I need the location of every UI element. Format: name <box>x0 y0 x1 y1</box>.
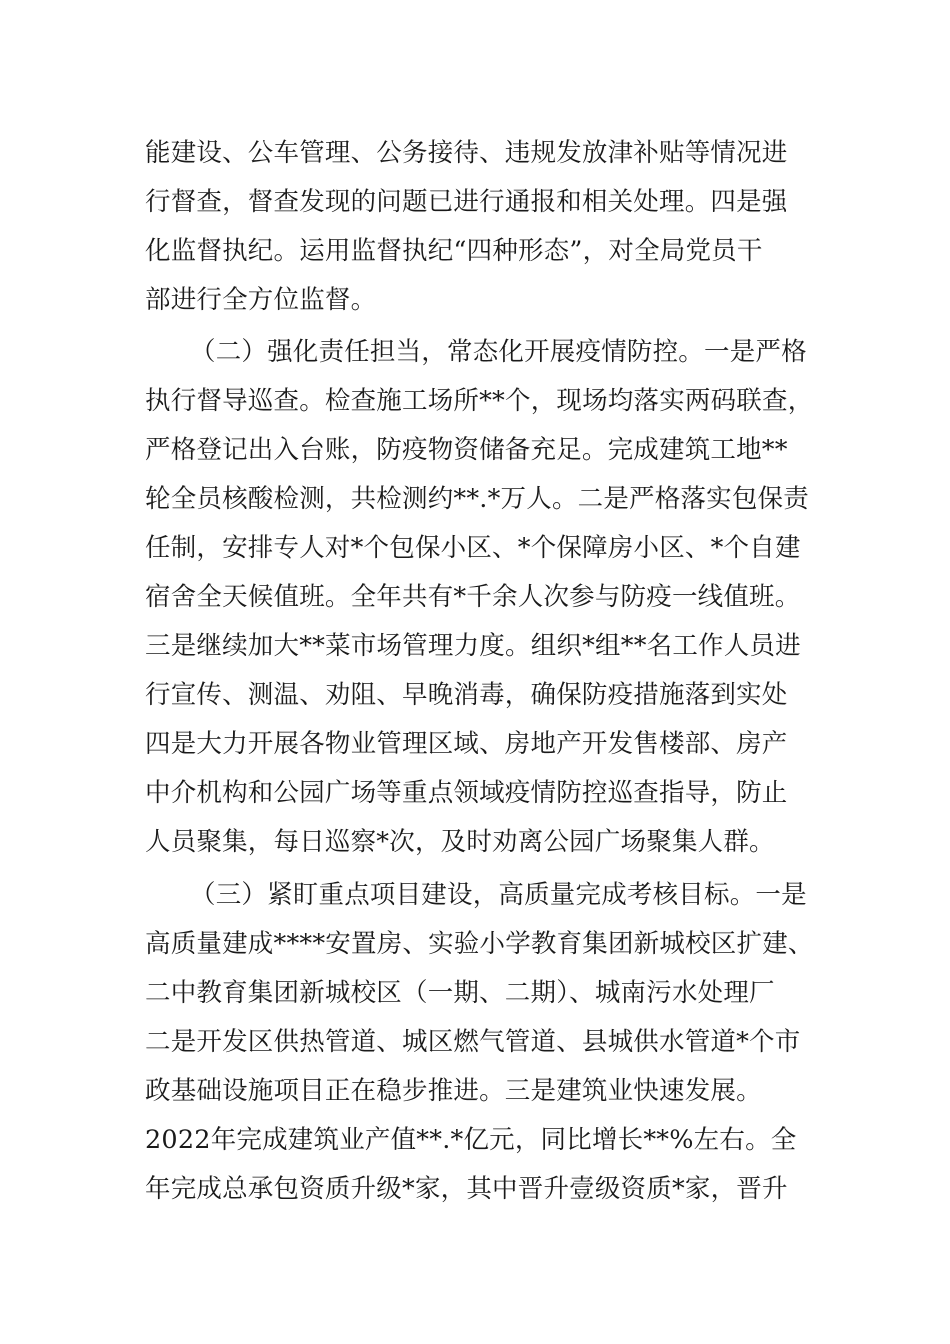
paragraph-line: 政基础设施项目正在稳步推进。三是建筑业快速发展。 <box>145 1076 762 1106</box>
paragraph-line: 中介机构和公园广场等重点领域疫情防控巡查指导，防止 <box>145 778 788 808</box>
section-heading-line: （三）紧盯重点项目建设，高质量完成考核目标。一是 <box>190 880 807 910</box>
paragraph-line: 行督查，督查发现的问题已进行通报和相关处理。四是强 <box>145 187 788 217</box>
paragraph-line: 行宣传、测温、劝阻、早晚消毒，确保防疫措施落到实处 <box>145 680 788 710</box>
paragraph-line: 2022年完成建筑业产值**.*亿元，同比增长**%左右。全 <box>145 1125 797 1155</box>
paragraph-line: 三是继续加大**菜市场管理力度。组织*组**名工作人员进 <box>145 631 801 661</box>
section-heading-line: （二）强化责任担当，常态化开展疫情防控。一是严格 <box>190 337 807 367</box>
paragraph-line: 轮全员核酸检测，共检测约**.*万人。二是严格落实包保责 <box>145 484 809 514</box>
paragraph-line: 执行督导巡查。检查施工场所**个，现场均落实两码联查， <box>145 386 814 416</box>
paragraph-line: 严格登记出入台账，防疫物资储备充足。完成建筑工地** <box>145 435 788 465</box>
paragraph-line: 化监督执纪。运用监督执纪“四种形态”，对全局党员干 <box>145 236 763 266</box>
paragraph-line: 人员聚集，每日巡察*次，及时劝离公园广场聚集人群。 <box>145 827 775 857</box>
paragraph-line: 二是开发区供热管道、城区燃气管道、县城供水管道*个市 <box>145 1027 801 1057</box>
paragraph-line: 任制，安排专人对*个包保小区、*个保障房小区、*个自建 <box>145 533 801 563</box>
paragraph-line: 高质量建成****安置房、实验小学教育集团新城校区扩建、 <box>145 929 814 959</box>
paragraph-line: 二中教育集团新城校区（一期、二期）、城南污水处理厂 <box>145 978 775 1008</box>
paragraph-line: 宿舍全天候值班。全年共有*千余人次参与防疫一线值班。 <box>145 582 801 612</box>
paragraph-line: 年完成总承包资质升级*家，其中晋升壹级资质*家，晋升 <box>145 1174 788 1204</box>
paragraph-line: 部进行全方位监督。 <box>145 285 377 315</box>
paragraph-line: 能建设、公车管理、公务接待、违规发放津补贴等情况进 <box>145 138 788 168</box>
paragraph-line: 四是大力开展各物业管理区域、房地产开发售楼部、房产 <box>145 729 788 759</box>
